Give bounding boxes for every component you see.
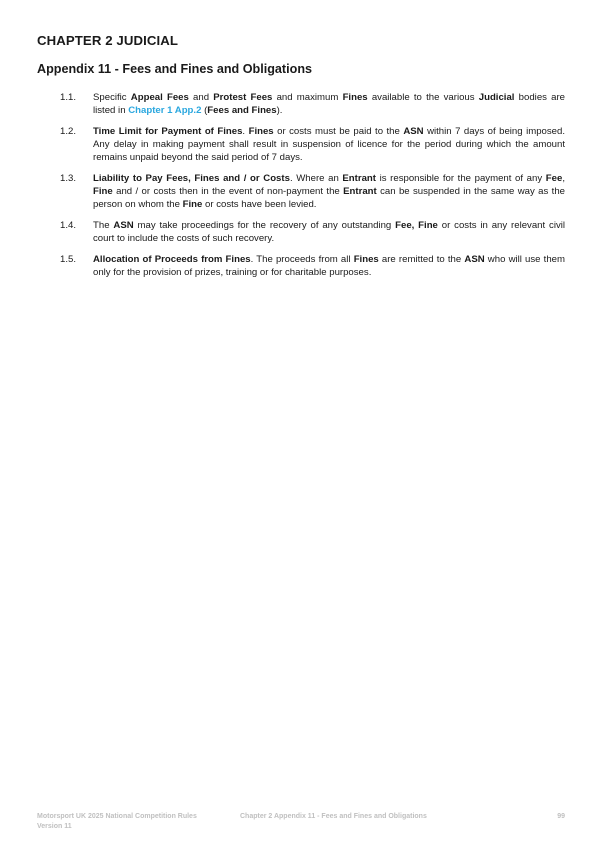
clause-heading: Liability to Pay Fees, Fines and / or Costs [93, 173, 290, 185]
defined-term: Fee [545, 173, 563, 185]
footer-section-title: Chapter 2 Appendix 11 - Fees and Fines and Obligations [240, 813, 427, 820]
defined-term: ASN [113, 220, 134, 232]
clause-text [93, 91, 565, 117]
chapter-title: CHAPTER 2 JUDICIAL [37, 33, 179, 48]
clause-text [93, 125, 565, 165]
clause-1-3 [37, 172, 565, 212]
clause-text-run: or costs have been levied. [202, 199, 317, 211]
defined-term: Fine [93, 186, 113, 198]
clause-text-run: may take proceedings for the recovery of any outstanding [133, 220, 396, 232]
clause-text-run: within 7 days of being imposed. Any delay in making payment shall result in suspension of licence for the period during which the amount remains unpaid beyond the said period of 7 days. [93, 125, 565, 164]
clause-text-run: ( [201, 105, 208, 117]
clause-text-run: Specific [93, 92, 131, 103]
defined-term: Entrant [342, 173, 376, 185]
clause-text [93, 219, 565, 245]
appendix-title: Appendix 11 - Fees and Fines and Obligations [37, 62, 313, 76]
clause-text-run: and maximum [272, 92, 343, 103]
clause-number: 1.5. [60, 254, 77, 266]
defined-term: Entrant [343, 186, 377, 198]
defined-term: Fines [342, 92, 368, 103]
clause-text-run: . Where an [289, 173, 343, 185]
clause-1-5 [37, 253, 565, 279]
clause-text-run: or costs must be paid to the [273, 125, 404, 137]
defined-term: Fee, Fine [395, 220, 438, 232]
clause-list [37, 91, 565, 287]
clause-text-run: . [242, 125, 249, 137]
defined-term: Fines [248, 125, 274, 137]
clause-text-run: bodies are listed in [93, 92, 566, 117]
defined-term: Fees and Fines [207, 105, 277, 117]
clause-text-run: are remitted to the [378, 254, 465, 266]
clause-text-run: The [93, 220, 114, 232]
clause-text-run: ). [276, 105, 283, 117]
clause-1-1 [37, 91, 565, 117]
clause-number: 1.4. [60, 220, 77, 232]
clause-text-run: and / or costs then in the event of non-payment the [112, 186, 344, 198]
page-number: 99 [557, 813, 565, 820]
clause-number: 1.1. [60, 92, 77, 103]
clause-text [93, 172, 565, 212]
clause-text [93, 253, 565, 279]
footer-version: Version 11 [37, 823, 72, 830]
clause-text-run: available to the various [367, 92, 479, 103]
clause-number: 1.3. [60, 173, 77, 185]
clause-1-2 [37, 125, 565, 165]
footer-publication [37, 812, 197, 832]
clause-text-run: or costs in any relevant civil court to include the costs of such recovery. [93, 220, 566, 245]
clause-text-run: , [562, 173, 565, 185]
defined-term: Protest Fees [213, 92, 273, 103]
clause-heading: Allocation of Proceeds from Fines [93, 254, 251, 266]
chapter-1-app-2-link[interactable]: Chapter 1 App.2 [128, 105, 202, 117]
defined-term: ASN [464, 254, 485, 266]
defined-term: Fines [353, 254, 379, 266]
defined-term: Fine [182, 199, 203, 211]
clause-text-run: and [188, 92, 214, 103]
defined-term: ASN [403, 125, 424, 137]
clause-heading: Time Limit for Payment of Fines [93, 125, 243, 137]
clause-number: 1.2. [60, 125, 77, 137]
clause-1-4 [37, 219, 565, 245]
clause-text-run: is responsible for the payment of any [375, 173, 546, 185]
footer-rules-title: Motorsport UK 2025 National Competition Rules [37, 813, 197, 820]
defined-term: Judicial [478, 92, 515, 103]
clause-text-run: . The proceeds from all [250, 254, 354, 266]
defined-term: Appeal Fees [130, 92, 189, 103]
clause-text-run: can be suspended in the same way as the person on whom the [93, 186, 565, 211]
clause-text-run: who will use them only for the provision of prizes, training or for charitable purposes. [93, 254, 565, 279]
